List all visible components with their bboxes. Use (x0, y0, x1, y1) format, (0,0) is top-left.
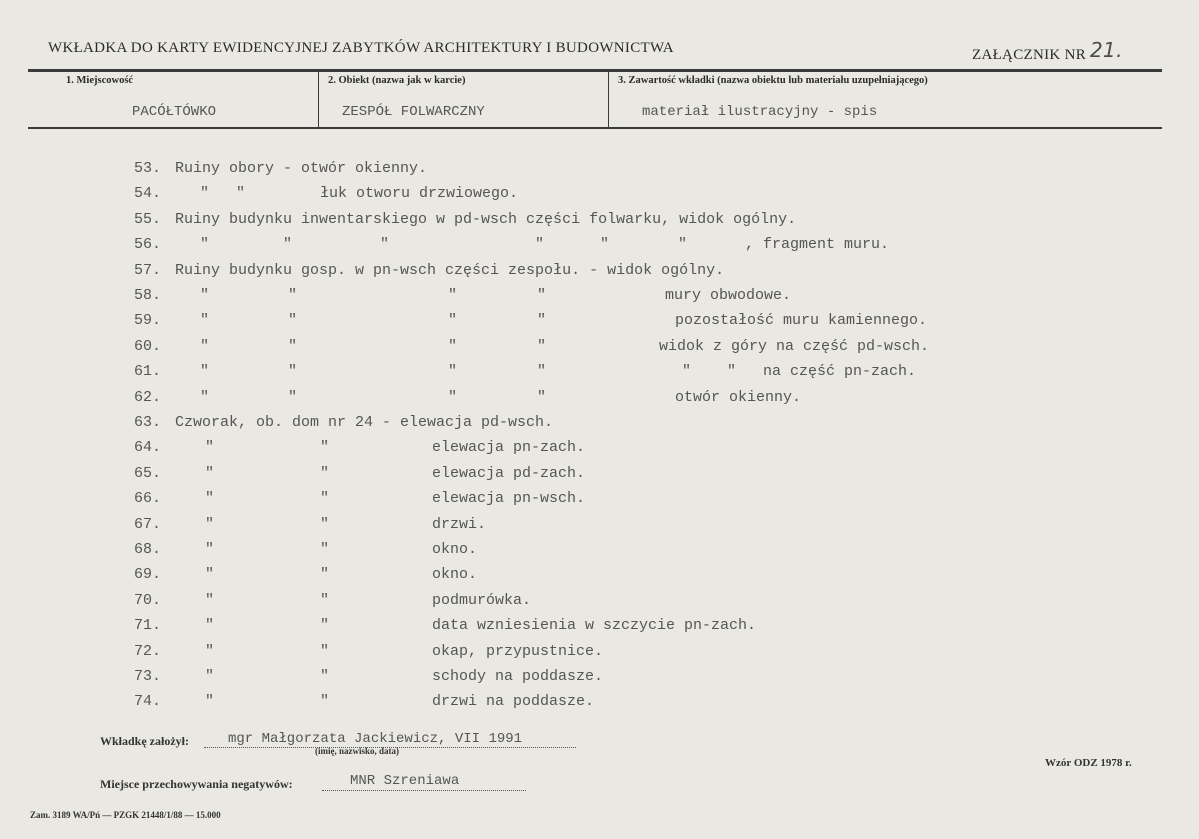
field-1-value: PACÓŁTÓWKO (132, 104, 217, 120)
list-item-text: " (320, 566, 330, 583)
list-item-text: widok z góry na część pd-wsch. (659, 338, 930, 355)
list-item-number: 68. (134, 541, 162, 558)
field-3-label: 3. Zawartość wkładki (nazwa obiektu lub materiału uzupełniającego) (618, 75, 928, 86)
list-item-number: 67. (134, 516, 162, 533)
list-item (0, 516, 1199, 540)
header-rule-top (28, 69, 1162, 72)
list-item-text: " (205, 516, 215, 533)
list-item-text: , fragment muru. (745, 236, 890, 253)
list-item-number: 65. (134, 465, 162, 482)
list-item-text: " (205, 592, 215, 609)
list-item-text: łuk otworu drzwiowego. (320, 185, 519, 202)
annex-label-text: ZAŁĄCZNIK NR (972, 47, 1087, 63)
list-item-text: " (288, 363, 298, 380)
list-item-text: " (448, 389, 458, 406)
list-item-text: " (535, 236, 545, 253)
list-item-text: " (448, 312, 458, 329)
list-item (0, 312, 1199, 336)
field-2-label: 2. Obiekt (nazwa jak w karcie) (328, 75, 466, 86)
field-3-value: materiał ilustracyjny - spis (642, 104, 878, 120)
list-item (0, 185, 1199, 209)
list-item (0, 566, 1199, 590)
list-item-text: pozostałość muru kamiennego. (675, 312, 928, 329)
header-rule-bottom (28, 127, 1162, 129)
list-item-text: " (288, 312, 298, 329)
list-item (0, 287, 1199, 311)
list-item-number: 72. (134, 643, 162, 660)
list-item (0, 389, 1199, 413)
list-item (0, 668, 1199, 692)
list-item-text: " (320, 693, 330, 710)
list-item-text: " (600, 236, 610, 253)
negatives-label: Miejsce przechowywania negatywów: (100, 777, 293, 791)
list-item-text: " (200, 363, 210, 380)
list-item-text: data wzniesienia w szczycie pn-zach. (432, 617, 757, 634)
list-item-text: " " na część pn-zach. (682, 363, 917, 380)
list-item-text: " (200, 312, 210, 329)
list-item-text: " (205, 490, 215, 507)
list-item-text: " (678, 236, 688, 253)
list-item-text: " (320, 617, 330, 634)
list-item-number: 71. (134, 617, 162, 634)
list-item-text: " (205, 566, 215, 583)
list-item-text: " (448, 287, 458, 304)
list-item-text: " (205, 643, 215, 660)
list-item (0, 338, 1199, 362)
list-item-text: Ruiny budynku inwentarskiego w pd-wsch części folwarku, widok ogólny. (175, 211, 797, 228)
list-item-text: elewacja pn-zach. (432, 439, 586, 456)
list-item-text: " (288, 287, 298, 304)
list-item-number: 56. (134, 236, 162, 253)
list-item (0, 643, 1199, 667)
list-item-text: " (205, 541, 215, 558)
list-item-text: " (205, 465, 215, 482)
list-item (0, 592, 1199, 616)
annex-label (972, 40, 1123, 64)
list-item (0, 414, 1199, 438)
field-2-value: ZESPÓŁ FOLWARCZNY (342, 104, 485, 120)
list-item-text: elewacja pn-wsch. (432, 490, 586, 507)
list-item-text: okap, przypustnice. (432, 643, 604, 660)
list-item-number: 54. (134, 185, 162, 202)
list-item-number: 57. (134, 262, 162, 279)
list-item-text: " (448, 338, 458, 355)
list-item-number: 74. (134, 693, 162, 710)
list-item-text: " (200, 287, 210, 304)
list-item-text: " (200, 389, 210, 406)
list-item-text: " (320, 541, 330, 558)
list-item-text: " (448, 363, 458, 380)
list-item-number: 62. (134, 389, 162, 406)
list-item-number: 66. (134, 490, 162, 507)
list-item-text: " (537, 287, 547, 304)
list-item-text: " (537, 363, 547, 380)
list-item (0, 541, 1199, 565)
list-item-text: " (283, 236, 293, 253)
list-item-text: " (537, 389, 547, 406)
founder-value: mgr Małgorzata Jackiewicz, VII 1991 (228, 731, 523, 747)
list-item-text: " (320, 592, 330, 609)
list-item (0, 617, 1199, 641)
list-item-text: Ruiny budynku gosp. w pn-wsch części zespołu. - widok ogólny. (175, 262, 725, 279)
list-item-text: Ruiny obory - otwór okienny. (175, 160, 428, 177)
list-item (0, 490, 1199, 514)
list-item (0, 439, 1199, 463)
list-item-text: " (288, 389, 298, 406)
annex-number: 21. (1090, 38, 1123, 62)
list-item-text: " (320, 668, 330, 685)
list-item-number: 61. (134, 363, 162, 380)
list-item-text: schody na poddasze. (432, 668, 604, 685)
list-item-text: " (200, 236, 210, 253)
list-item (0, 211, 1199, 235)
list-item-number: 64. (134, 439, 162, 456)
list-item-text: drzwi. (432, 516, 487, 533)
list-item-text: Czworak, ob. dom nr 24 - elewacja pd-wsch. (175, 414, 554, 431)
list-item-text: podmurówka. (432, 592, 532, 609)
field-1-label: 1. Miejscowość (66, 75, 134, 86)
list-item-text: " (320, 465, 330, 482)
list-item-text: " (320, 643, 330, 660)
list-item-text: okno. (432, 541, 478, 558)
list-item-text: " (205, 693, 215, 710)
list-item-number: 59. (134, 312, 162, 329)
list-item-text: " (205, 439, 215, 456)
list-item-text: " (320, 490, 330, 507)
list-item-text: " (205, 668, 215, 685)
list-item-text: " (200, 338, 210, 355)
list-item-text: " (320, 439, 330, 456)
list-item (0, 693, 1199, 717)
list-item (0, 465, 1199, 489)
negatives-line (322, 790, 526, 791)
list-item-number: 55. (134, 211, 162, 228)
list-item-text: " (380, 236, 390, 253)
list-item-text: otwór okienny. (675, 389, 802, 406)
list-item-text: " (288, 338, 298, 355)
list-item-text: " (205, 617, 215, 634)
negatives-value: MNR Szreniawa (350, 773, 460, 789)
founder-sub: (imię, nazwisko, data) (315, 746, 399, 756)
list-item-number: 58. (134, 287, 162, 304)
founder-label: Wkładkę założył: (100, 734, 189, 748)
list-item-text: okno. (432, 566, 478, 583)
model-label: Wzór ODZ 1978 r. (1045, 757, 1132, 769)
list-item (0, 160, 1199, 184)
field-divider-1 (318, 71, 319, 127)
field-divider-2 (608, 71, 609, 127)
list-item (0, 363, 1199, 387)
list-item-number: 69. (134, 566, 162, 583)
list-item (0, 236, 1199, 260)
list-item (0, 262, 1199, 286)
list-item-text: " (537, 312, 547, 329)
list-item-text: mury obwodowe. (665, 287, 792, 304)
form-title: WKŁADKA DO KARTY EWIDENCYJNEJ ZABYTKÓW ARCHITEKTURY I BUDOWNICTWA (48, 40, 674, 56)
print-info: Zam. 3189 WA/Pń — PZGK 21448/1/88 — 15.000 (30, 810, 221, 820)
list-item-number: 73. (134, 668, 162, 685)
list-item-number: 70. (134, 592, 162, 609)
list-item-text: elewacja pd-zach. (432, 465, 586, 482)
list-item-number: 60. (134, 338, 162, 355)
list-item-number: 53. (134, 160, 162, 177)
list-item-text: " (320, 516, 330, 533)
list-item-number: 63. (134, 414, 162, 431)
list-item-text: drzwi na poddasze. (432, 693, 595, 710)
list-item-text: " (537, 338, 547, 355)
list-item-text: " " (200, 185, 246, 202)
